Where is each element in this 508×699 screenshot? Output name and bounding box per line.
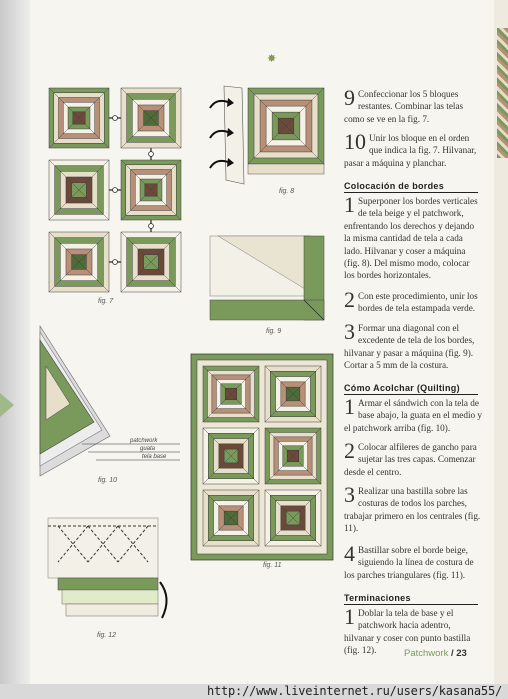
step-text: Formar una diagonal con el excedente de tela de los bordes, hilvanar y pasar a máquina (fig. 9). Cortar a 5 mm de la costura. — [344, 323, 475, 371]
fig7-block — [121, 160, 181, 220]
fig9-diagonal-corner — [208, 234, 332, 328]
label-tela-base: tela base — [142, 454, 167, 460]
step-number: 9 — [344, 85, 355, 110]
step-text: Realizar una bastilla sobre las costuras de todos los parches, trabajar primero en los centrales (fig. 11). — [344, 486, 481, 534]
section-heading-terminaciones: Terminaciones — [344, 593, 478, 605]
step-number: 2 — [344, 287, 355, 312]
join-dot — [149, 224, 154, 229]
join-dot — [113, 188, 118, 193]
fig7-block — [49, 160, 109, 220]
fig7-block-grid — [45, 84, 195, 304]
footer-brand — [404, 648, 467, 659]
step-text: Unir los bloque en el orden que indica la fig. 7. Hilvanar, pasar a máquina y planchar. — [344, 133, 477, 168]
fig7-block — [121, 88, 181, 148]
step-text: Bastillar sobre el borde beige, siguiendo la línea de costura de los parches triangulares (fig. 11). — [344, 545, 474, 580]
green-binding — [58, 578, 158, 590]
step-text: Armar el sándwich con la tela de base abajo, la guata en el medio y el patchwork arriba (fig. 10). — [344, 398, 482, 433]
bordes-step-3 — [344, 319, 482, 372]
acolchar-step-2 — [344, 438, 482, 478]
fig11-block — [203, 366, 259, 422]
fig11-block — [265, 428, 321, 484]
step-10 — [344, 129, 482, 169]
fig7-caption: fig. 7 — [98, 298, 114, 305]
page-number: / 23 — [451, 648, 467, 659]
fig9-caption: fig. 9 — [266, 328, 282, 335]
step-text: Superponer los bordes verticales de tela beige y el patchwork, enfrentando los derechos y dejando la misma cantidad de tela a cada lado. Hilvanar y coser a máquina (fig. 8). Del mismo modo, colocar los bordes horizontales. — [344, 196, 478, 281]
step-text: Confeccionar los 5 bloques restantes. Combinar las telas como se ve en la fig. 7. — [344, 89, 464, 124]
fig11-block — [265, 490, 321, 546]
fig11-block — [265, 366, 321, 422]
step-number: 3 — [344, 319, 355, 344]
fig10-quilt-sandwich — [40, 326, 190, 476]
step-number: 4 — [344, 541, 355, 566]
fig8-block — [248, 88, 324, 164]
section-heading-bordes: Colocación de bordes — [344, 181, 478, 193]
bordes-step-1 — [344, 192, 482, 282]
fig12-binding — [48, 518, 168, 628]
join-dot — [149, 152, 154, 157]
bordes-step-2 — [344, 287, 482, 315]
fig11-caption: fig. 11 — [263, 562, 282, 569]
fig10-caption: fig. 10 — [98, 477, 118, 484]
label-guata: guata — [140, 446, 156, 452]
fold-arrow — [210, 161, 228, 168]
acolchar-step-4 — [344, 541, 482, 581]
step-text: Colocar alfileres de gancho para sujetar las tres capas. Comenzar desde el centro. — [344, 442, 477, 477]
join-dot — [113, 116, 118, 121]
acolchar-step-3 — [344, 482, 482, 535]
step-number: 2 — [344, 438, 355, 463]
fold-arrow — [160, 582, 167, 618]
join-dot — [113, 260, 118, 265]
right-edge-pattern — [497, 28, 508, 158]
step-number: 10 — [344, 129, 366, 154]
source-url: http://www.liveinternet.ru/users/kasana55/ — [206, 684, 502, 698]
fig12-caption: fig. 12 — [97, 632, 117, 639]
base-edge — [66, 604, 158, 616]
fig7-block — [121, 232, 181, 292]
step-number: 1 — [344, 192, 355, 217]
folded-edge — [62, 590, 158, 604]
step-number: 1 — [344, 394, 355, 419]
quilt-corner — [48, 518, 158, 578]
fig8-caption: fig. 8 — [279, 188, 295, 195]
bottom-border — [248, 164, 324, 174]
fig11-block — [203, 490, 259, 546]
step-text: Doblar la tela de base y el patchwork hacia adentro, hilvanar y coser con punto bastilla (fig. 12). — [344, 608, 471, 656]
step-number: 3 — [344, 482, 355, 507]
brand-name: Patchwork — [404, 648, 449, 659]
left-tab-marker — [0, 393, 14, 417]
acolchar-step-1 — [344, 394, 482, 434]
fig11-block — [203, 428, 259, 484]
fig8-border-overlay — [208, 84, 330, 188]
fig7-block — [49, 232, 109, 292]
fig11-quilt-top — [191, 354, 333, 560]
step-text: Con este procedimiento, unir los bordes de tela estampada verde. — [358, 291, 478, 314]
label-patchwork: patchwork — [130, 438, 158, 444]
step-9 — [344, 85, 482, 125]
section-heading-acolchar: Cómo Acolchar (Quilting) — [344, 383, 478, 395]
star-ornament-icon: ✸ — [267, 53, 277, 65]
fig7-block — [49, 88, 109, 148]
step-number: 1 — [344, 604, 355, 629]
